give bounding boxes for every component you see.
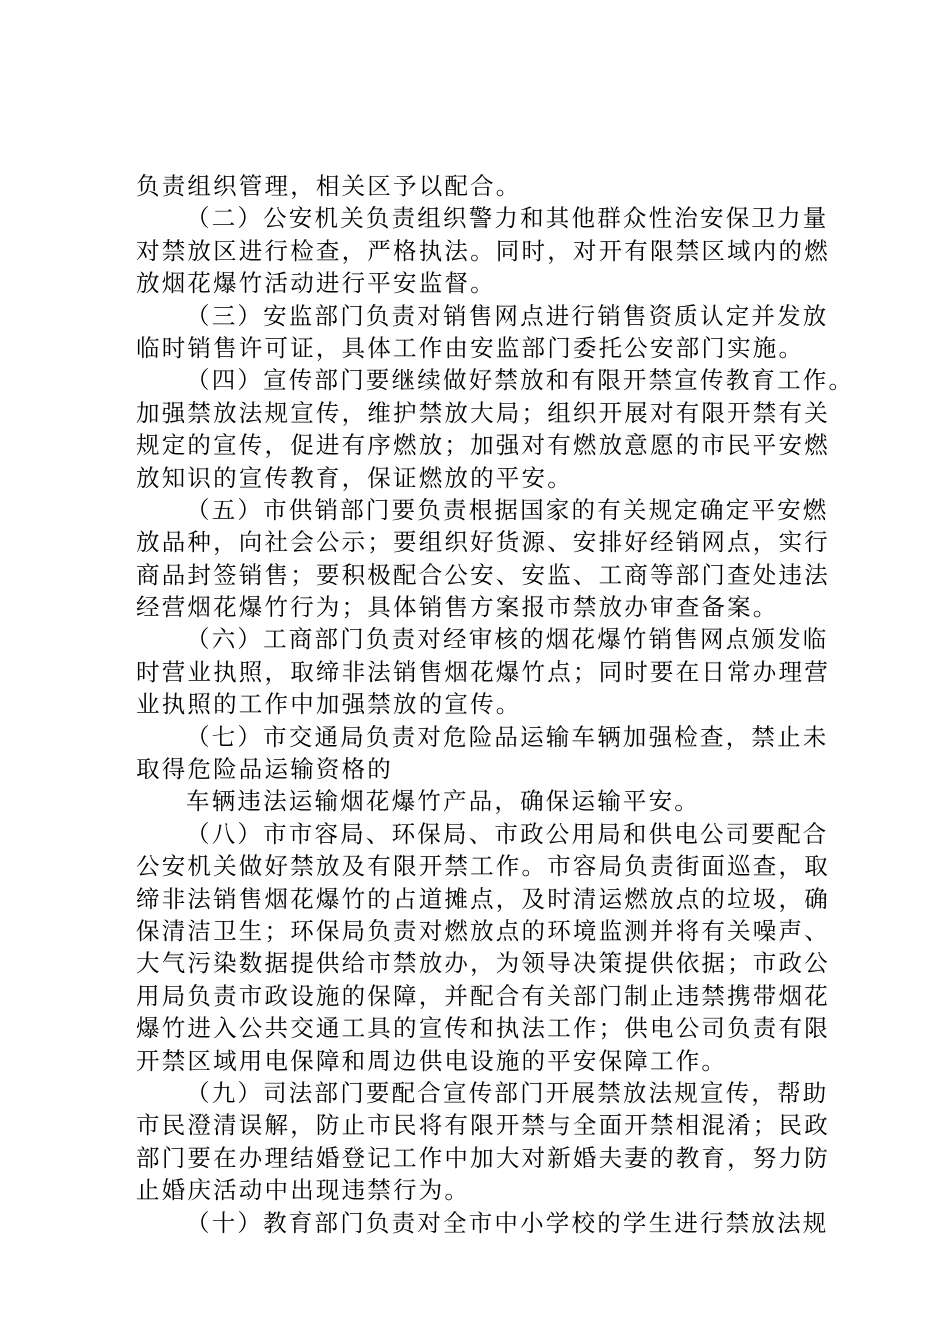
document-body [136, 170, 855, 1239]
text-line: 放品种，向社会公示；要组织好货源、安排好经销网点，实行 [136, 528, 830, 557]
text-line: 取得危险品运输资格的 [136, 755, 393, 784]
text-line: （九）司法部门要配合宣传部门开展禁放法规宣传，帮助 [186, 1078, 829, 1107]
text-line: 公安机关做好禁放及有限开禁工作。市容局负责街面巡查，取 [136, 852, 830, 881]
text-line: 负责组织管理，相关区予以配合。 [136, 172, 522, 200]
text-line: 部门要在办理结婚登记工作中加大对新婚夫妻的教育，努力防 [136, 1143, 830, 1172]
text-line: 临时销售许可证，具体工作由安监部门委托公安部门实施。 [136, 333, 805, 362]
text-line: 大气污染数据提供给市禁放办，为领导决策提供依据；市政公 [136, 949, 830, 978]
text-line: （七）市交通局负责对危险品运输车辆加强检查，禁止未 [186, 722, 829, 751]
text-line: （四）宣传部门要继续做好禁放和有限开禁宣传教育工作。 [186, 366, 855, 395]
text-line: 止婚庆活动中出现违禁行为。 [136, 1176, 471, 1205]
text-line: 爆竹进入公共交通工具的宣传和执法工作；供电公司负责有限 [136, 1014, 830, 1043]
text-line: 车辆违法运输烟花爆竹产品，确保运输平安。 [186, 787, 700, 816]
text-line: 放烟花爆竹活动进行平安监督。 [136, 269, 496, 298]
text-line: 用局负责市政设施的保障，并配合有关部门制止违禁携带烟花 [136, 981, 830, 1010]
text-line: 市民澄清误解，防止市民将有限开禁与全面开禁相混淆；民政 [136, 1111, 830, 1140]
text-line: 开禁区域用电保障和周边供电设施的平安保障工作。 [136, 1046, 728, 1075]
text-line: 时营业执照，取缔非法销售烟花爆竹点；同时要在日常办理营 [136, 657, 830, 686]
text-line: 经营烟花爆竹行为；具体销售方案报市禁放办审查备案。 [136, 593, 779, 622]
text-line: （十）教育部门负责对全市中小学校的学生进行禁放法规 [186, 1208, 829, 1237]
text-line: 业执照的工作中加强禁放的宣传。 [136, 690, 522, 719]
text-line: 保清洁卫生；环保局负责对燃放点的环境监测并将有关噪声、 [136, 916, 830, 945]
text-line: 放知识的宣传教育，保证燃放的平安。 [136, 463, 573, 492]
text-line: 对禁放区进行检查，严格执法。同时，对开有限禁区域内的燃 [136, 236, 830, 265]
text-line: 商品封签销售；要积极配合公安、安监、工商等部门查处违法 [136, 560, 830, 589]
text-line: 缔非法销售烟花爆竹的占道摊点，及时清运燃放点的垃圾，确 [136, 884, 830, 913]
text-line: （五）市供销部门要负责根据国家的有关规定确定平安燃 [186, 495, 829, 524]
text-line: 加强禁放法规宣传，维护禁放大局；组织开展对有限开禁有关 [136, 398, 830, 427]
text-line: （六）工商部门负责对经审核的烟花爆竹销售网点颁发临 [186, 625, 829, 654]
text-line: （二）公安机关负责组织警力和其他群众性治安保卫力量 [186, 204, 829, 233]
text-line: （三）安监部门负责对销售网点进行销售资质认定并发放 [186, 301, 829, 330]
text-line: （八）市市容局、环保局、市政公用局和供电公司要配合 [186, 819, 829, 848]
text-line: 规定的宣传，促进有序燃放；加强对有燃放意愿的市民平安燃 [136, 431, 830, 460]
